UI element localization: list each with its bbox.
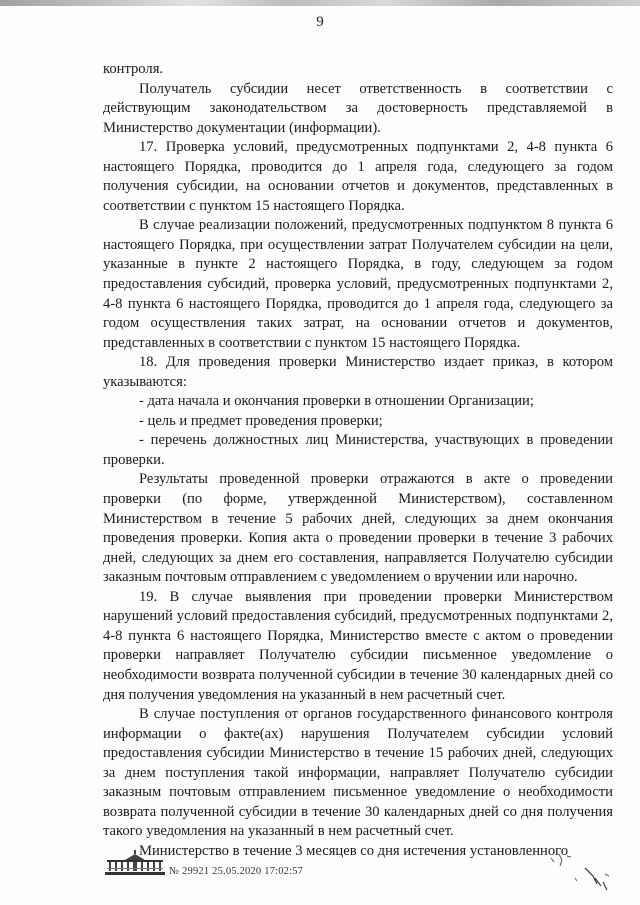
- paragraph: 18. Для проведения проверки Министерство издает приказ, в котором указываются:: [103, 354, 613, 390]
- list-item: - цель и предмет проведения проверки;: [139, 412, 383, 429]
- paragraph: Результаты проведенной проверки отражаются в акте о проведении проверки (по форме, утвержденной Министерством), составленном Министерством в течение 5 рабочих дней, следующих за днем окончания проведения проверки. Копия акта о проведении проверки в течение 3 рабочих дней, следующих за днем его составления, направляется Получателю субсидии заказным почтовым отправлением с уведомлением о вручении или нарочно.: [103, 471, 613, 586]
- registration-stamp: № 29921 25.05.2020 17:02:57: [169, 866, 304, 877]
- paragraph: В случае реализации положений, предусмотренных подпунктом 8 пункта 6 настоящего Порядка, при осуществлении затрат Получателем субсидии на цели, указанные в пункте 2 настоящего Порядка, в году, следующем за годом предоставления субсидий, проверка условий, предусмотренных подпунктами 2, 4-8 пункта 6 настоящего Порядка, проводится до 1 апреля года, следующего за годом осуществления таких затрат, на основании отчетов и документов, представленных в соответствии с пунктом 15 настоящего Порядка.: [103, 217, 613, 351]
- paragraph: В случае поступления от органов государственного финансового контроля информации о факте(ах) нарушения Получателем субсидии условий предоставления субсидии Министерство в течение 15 рабочих дней, следующих за днем поступления такой информации, направляет Получателю субсидии заказным почтовым отправлением письменное уведомление о необходимости возврата полученной субсидии в течение 30 календарных дней со дня получения такого уведомления на указанный в нем расчетный счет.: [103, 706, 613, 840]
- document-body: [103, 60, 613, 861]
- page-number: 9: [316, 14, 324, 30]
- paragraph: контроля.: [103, 61, 164, 77]
- paragraph: 17. Проверка условий, предусмотренных подпунктами 2, 4-8 пункта 6 настоящего Порядка, проводится до 1 апреля года, следующего за годом получения субсидии, на основании отчетов и документов, представленных в соответствии с пунктом 15 настоящего Порядка.: [103, 139, 613, 214]
- paragraph: Министерство в течение 3 месяцев со дня истечения установленного: [139, 842, 569, 859]
- paragraph: Получатель субсидии несет ответственность в соответствии с действующим законодательством за достоверность представляемой в Министерство документации (информации).: [103, 80, 613, 136]
- scan-edge: [0, 0, 640, 6]
- paragraph: 19. В случае выявления при проведении проверки Министерством нарушений условий предоставления субсидий, предусмотренных подпунктами 2, 4-8 пункта 6 настоящего Порядка, Министерство вместе с актом о проведении проверки направляет Получателю субсидии письменное уведомление о необходимости возврата полученной субсидии в течение 30 календарных дней со дня получения уведомления на указанный в нем расчетный счет.: [103, 588, 613, 703]
- footer: [103, 848, 613, 898]
- list-item: - перечень должностных лиц Министерства, участвующих в проведении проверки.: [103, 432, 613, 468]
- list-item: - дата начала и окончания проверки в отношении Организации;: [139, 393, 534, 410]
- government-building-logo: [103, 850, 167, 876]
- handwritten-marks: [545, 848, 615, 896]
